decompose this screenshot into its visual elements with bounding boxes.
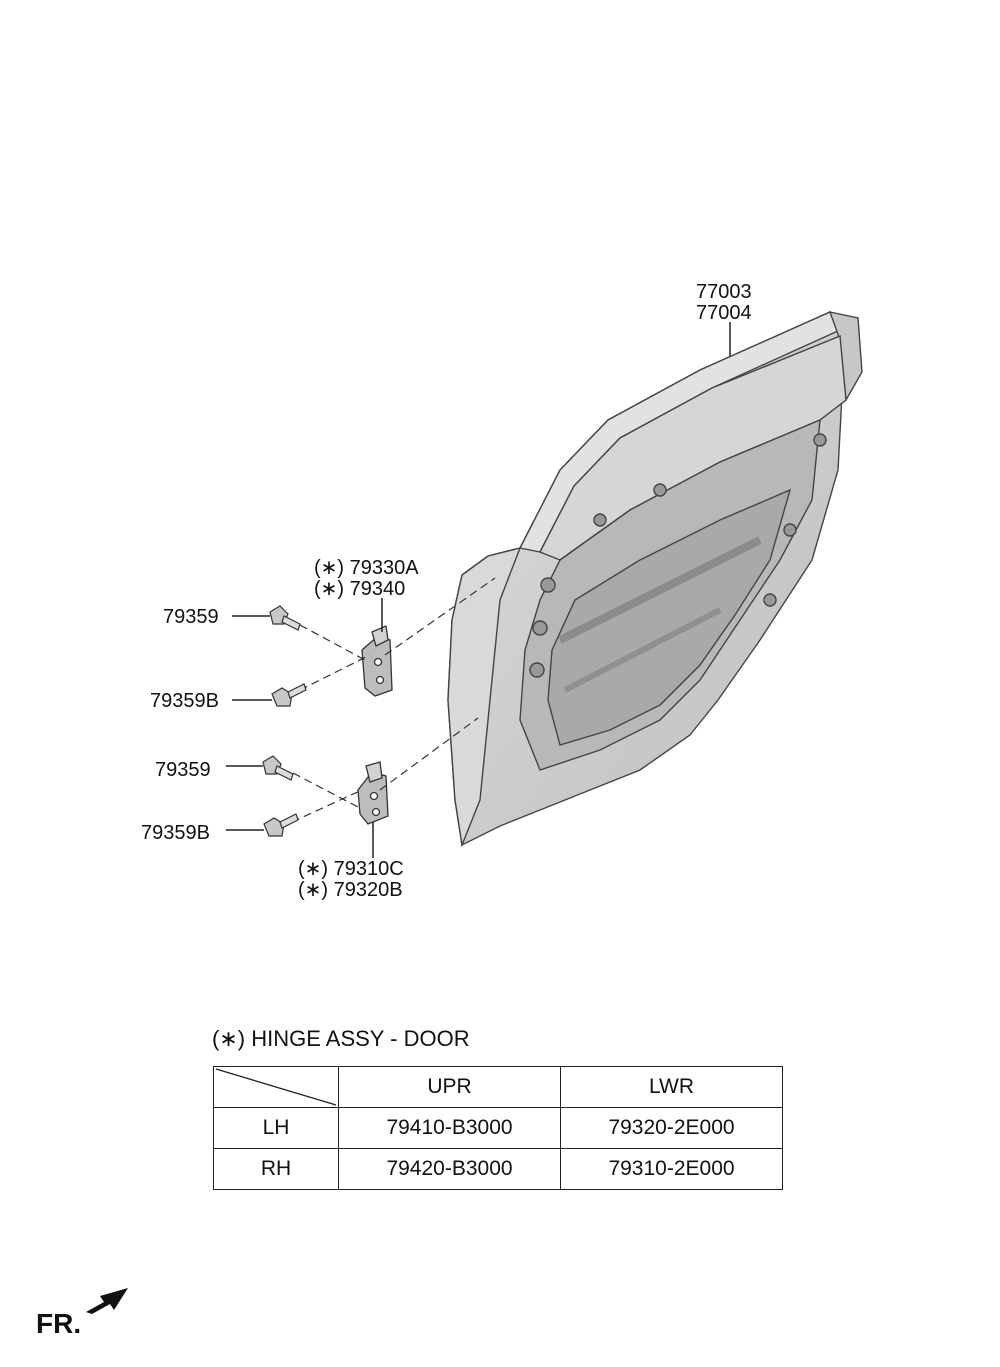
- label-frame-1: 77003: [696, 281, 752, 303]
- label-bolt-lower-1: 79359: [155, 759, 211, 781]
- assembly-line-upper-1: [300, 625, 365, 660]
- bolt-lower-2: [264, 814, 298, 836]
- table-row: [214, 1149, 783, 1190]
- upper-hinge: [362, 626, 392, 696]
- front-arrow-icon: [82, 1284, 132, 1318]
- column-header-upr: UPR: [339, 1067, 561, 1108]
- assembly-line-lower-1: [293, 773, 360, 808]
- cell-lwr: 79320-2E000: [561, 1108, 783, 1149]
- cell-upr: 79410-B3000: [339, 1108, 561, 1149]
- assembly-line-upper-2: [300, 655, 370, 690]
- cell-upr: 79420-B3000: [339, 1149, 561, 1190]
- table-corner-cell: [214, 1067, 339, 1108]
- row-side: RH: [214, 1149, 339, 1190]
- lower-hinge: [358, 762, 388, 824]
- label-upper-hinge-2: (∗) 79340: [314, 578, 406, 600]
- bolt-upper-2: [272, 684, 306, 706]
- door-panel: [448, 312, 862, 845]
- label-lower-hinge-2: (∗) 79320B: [298, 879, 403, 901]
- table-row: [214, 1108, 783, 1149]
- hinge-table: [213, 1066, 783, 1190]
- bolt-lower-1: [263, 756, 293, 780]
- column-header-lwr: LWR: [561, 1067, 783, 1108]
- diagonal-divider: [214, 1067, 338, 1107]
- label-bolt-lower-2: 79359B: [141, 822, 210, 844]
- assembly-line-lower-2: [292, 790, 362, 822]
- table-header-row: [214, 1067, 783, 1108]
- bolt-upper-1: [270, 606, 300, 630]
- front-direction-label: FR.: [36, 1308, 82, 1339]
- cell-lwr: 79310-2E000: [561, 1149, 783, 1190]
- label-upper-hinge-1: (∗) 79330A: [314, 557, 419, 579]
- label-bolt-upper-1: 79359: [163, 606, 219, 628]
- row-side: LH: [214, 1108, 339, 1149]
- label-lower-hinge-1: (∗) 79310C: [298, 858, 404, 880]
- label-bolt-upper-2: 79359B: [150, 690, 219, 712]
- label-frame-2: 77004: [696, 302, 752, 324]
- hinge-table-title: (∗) HINGE ASSY - DOOR: [212, 1026, 470, 1051]
